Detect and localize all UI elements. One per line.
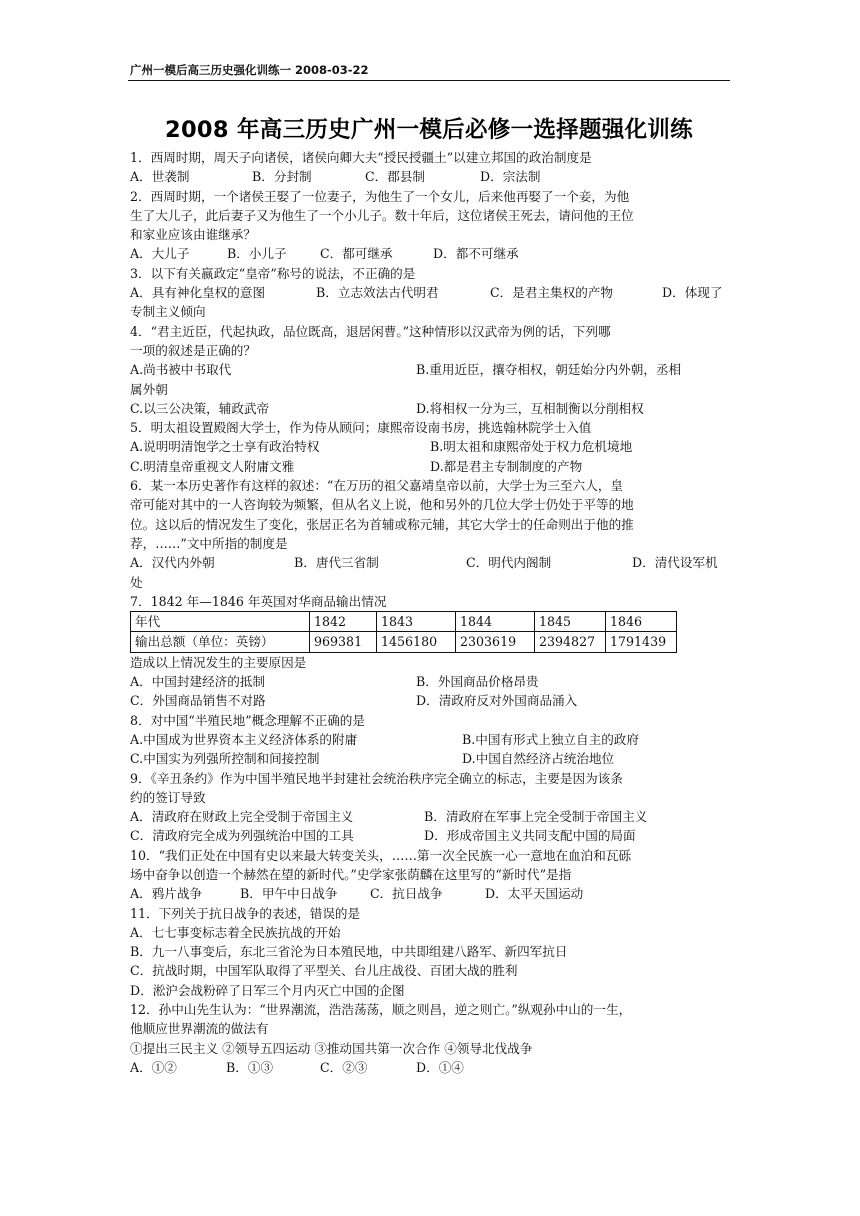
option-d: D.中国自然经济占统治地位 [462, 751, 615, 767]
page-header: 广州一模后高三历史强化训练一 2008-03-22 [130, 63, 369, 77]
question-11-stem: 11．下列关于抗日战争的表述，错误的是 [130, 905, 361, 921]
option-b: B．外国商品价格昂贵 [416, 674, 539, 690]
option-d: D．清政府反对外国商品涌入 [416, 693, 578, 709]
option-d: D．形成帝国主义共同支配中国的局面 [424, 828, 636, 844]
question-10-stem-line: 场中奋争以创造一个赫然在望的新时代。”史学家张荫麟在这里写的“新时代”是指 [130, 866, 572, 882]
question-12-stem-line: 他顺应世界潮流的做法有 [130, 1021, 269, 1037]
option-c: C．清政府完全成为列强统治中国的工具 [130, 828, 354, 844]
question-7-stem: 7．1842 年—1846 年英国对华商品输出情况 [130, 593, 387, 609]
header-rule [128, 80, 730, 81]
option-a: A．中国封建经济的抵制 [130, 674, 266, 690]
table-header-cell: 1846 [606, 612, 677, 632]
question-5-options-row [130, 437, 732, 456]
option-a: A．具有神化皇权的意图 [130, 285, 266, 301]
question-8-stem: 8．对中国“半殖民地”概念理解不正确的是 [130, 712, 365, 728]
option-b: B．清政府在军事上完全受制于帝国主义 [424, 809, 648, 825]
question-4-option-b-continued: 属外朝 [130, 381, 168, 397]
option-b: B.重用近臣，攘夺相权，朝廷始分内外朝，丞相 [416, 362, 682, 378]
question-6-stem-line: 荐，……”文中所指的制度是 [130, 535, 288, 551]
option-b: B．九一八事变后，东北三省沦为日本殖民地，中共即组建八路军、新四军抗日 [130, 944, 568, 960]
table-row [131, 612, 677, 632]
question-2-options [130, 244, 732, 263]
option-c: C．②③ [320, 1059, 368, 1075]
question-6-stem-line: 6．某一本历史著作有这样的叙述：“在万历的祖父嘉靖皇帝以前，大学士为三至六人，皇 [130, 478, 624, 494]
option-d: D．都不可继承 [433, 246, 519, 262]
export-table [130, 611, 677, 653]
question-2-stem-line: 2．西周时期，一个诸侯王娶了一位妻子，为他生了一个女儿，后来他再娶了一个妾，为他 [130, 188, 630, 204]
option-a: A．鸦片战争 [130, 886, 203, 902]
option-a: A.尚书被中书取代 [130, 362, 232, 378]
question-4-stem-line: 4．“君主近臣，代起执政，品位既高，退居闲曹。”这种情形以汉武帝为例的话，下列哪 [130, 323, 611, 339]
option-c: C．都可继承 [320, 246, 393, 262]
table-cell: 969381 [310, 632, 377, 652]
option-c: C．是君主集权的产物 [490, 285, 613, 301]
option-c: C．明代内阁制 [466, 555, 552, 571]
option-a: A.中国成为世界资本主义经济体系的附庸 [130, 731, 358, 747]
question-3-option-d-continued: 专制主义倾向 [130, 304, 206, 320]
option-b: B．唐代三省制 [294, 555, 379, 571]
option-b: B．①③ [226, 1059, 274, 1075]
question-5-options-row [130, 457, 732, 476]
option-c: C.以三公决策，辅政武帝 [130, 400, 270, 416]
table-cell: 1791439 [606, 632, 677, 652]
option-a: A.说明明清饱学之士享有政治特权 [130, 439, 320, 455]
question-10-stem-line: 10．“我们正处在中国有史以来最大转变关头，……第一次全民族一心一意地在血泊和瓦砾 [130, 847, 632, 863]
option-d: D.将相权一分为三，互相制衡以分削相权 [416, 400, 644, 416]
table-cell: 2394827 [535, 632, 606, 652]
question-6-stem-line: 帝可能对其中的一人咨询较为频繁，但从名义上说，他和另外的几位大学士仍处于平等的地 [130, 497, 634, 513]
table-header-cell: 1845 [535, 612, 606, 632]
question-1-stem: 1．西周时期，周天子向诸侯，诸侯向卿大夫“授民授疆土”以建立邦国的政治制度是 [130, 150, 592, 165]
question-6-option-d-continued: 处 [130, 574, 143, 590]
option-d: D．宗法制 [480, 169, 541, 185]
question-8-options-row [130, 749, 732, 768]
option-d: D．①④ [416, 1059, 464, 1075]
option-c: C．郡县制 [365, 169, 426, 185]
question-9-options-row [130, 807, 732, 826]
question-12-stem-line: 12．孙中山先生认为：“世界潮流，浩浩荡荡，顺之则昌，逆之则亡。”纵观孙中山的一生， [130, 1002, 632, 1018]
question-2-stem-line: 生了大儿子，此后妻子又为他生了一个小儿子。数十年后，这位诸侯王死去，请问他的王位 [130, 207, 634, 223]
question-4-options-row [130, 360, 732, 379]
question-9-stem-line: 约的签订导致 [130, 789, 206, 805]
option-c: C．抗战时期，中国军队取得了平型关、台儿庄战役、百团大战的胜利 [130, 963, 518, 979]
question-7-options-row [130, 691, 732, 710]
option-b: B.中国有形式上独立自主的政府 [462, 731, 639, 747]
question-12-options [130, 1058, 732, 1077]
option-c: C.中国实为列强所控制和间接控制 [130, 751, 320, 767]
option-b: B．甲午中日战争 [240, 886, 338, 902]
question-4-stem-line: 一项的叙述是正确的？ [130, 342, 256, 358]
question-6-stem-line: 位。这以后的情况发生了变化，张居正名为首辅或称元辅，其它大学士的任命则出于他的推 [130, 516, 634, 532]
table-header-cell: 1842 [310, 612, 377, 632]
option-c: C.明清皇帝重视文人附庸文雅 [130, 458, 295, 474]
option-d: D．太平天国运动 [485, 886, 584, 902]
question-9-stem-line: 9．《辛丑条约》作为中国半殖民地半封建社会统治秩序完全确立的标志，主要是因为该条 [130, 770, 623, 786]
table-header-cell: 1844 [456, 612, 535, 632]
question-10-options [130, 884, 732, 903]
question-3-stem: 3．以下有关嬴政定“皇帝”称号的说法，不正确的是 [130, 265, 416, 281]
question-7-stem-continued: 造成以上情况发生的主要原因是 [130, 654, 307, 670]
option-a: A．七七事变标志着全民族抗战的开始 [130, 924, 341, 940]
option-a: A．大儿子 [130, 246, 190, 262]
table-cell: 1456180 [377, 632, 456, 652]
option-a: A．汉代内外朝 [130, 555, 215, 571]
option-b: B．小儿子 [227, 246, 287, 262]
option-a: A．世袭制 [130, 169, 190, 185]
option-d: D.都是君主专制制度的产物 [430, 458, 583, 474]
question-1-options [130, 167, 732, 186]
question-5-stem: 5．明太祖设置殿阁大学士，作为侍从顾问；康熙帝设南书房，挑选翰林院学士入值 [130, 420, 592, 436]
option-d: D．清代设军机 [632, 555, 718, 571]
question-4-options-row [130, 399, 732, 418]
option-b: B．立志效法古代明君 [316, 285, 439, 301]
question-3-options [130, 283, 732, 302]
option-d: D．淞沪会战粉碎了日军三个月内灭亡中国的企图 [130, 982, 405, 998]
option-b: B．分封制 [252, 169, 312, 185]
table-cell: 2303619 [456, 632, 535, 652]
question-7-options-row [130, 672, 732, 691]
option-c: C．抗日战争 [370, 886, 443, 902]
question-2-stem-line: 和家业应该由谁继承？ [130, 227, 256, 243]
question-12-items: ①提出三民主义 ②领导五四运动 ③推动国共第一次合作 ④领导北伐战争 [130, 1040, 533, 1056]
table-header-cell: 1843 [377, 612, 456, 632]
option-d: D．体现了 [662, 285, 723, 301]
option-b: B.明太祖和康熙帝处于权力危机境地 [430, 439, 633, 455]
table-cell: 输出总额（单位：英镑） [131, 632, 310, 652]
option-c: C．外国商品销售不对路 [130, 693, 266, 709]
document-title: 2008 年高三历史广州一模后必修一选择题强化训练 [165, 117, 693, 143]
option-a: A．①② [130, 1059, 177, 1075]
question-9-options-row [130, 826, 732, 845]
table-row [131, 632, 677, 652]
question-8-options-row [130, 730, 732, 749]
option-a: A．清政府在财政上完全受制于帝国主义 [130, 809, 354, 825]
table-header-cell: 年代 [131, 612, 310, 632]
question-6-options [130, 553, 732, 572]
question-list [130, 148, 732, 1077]
